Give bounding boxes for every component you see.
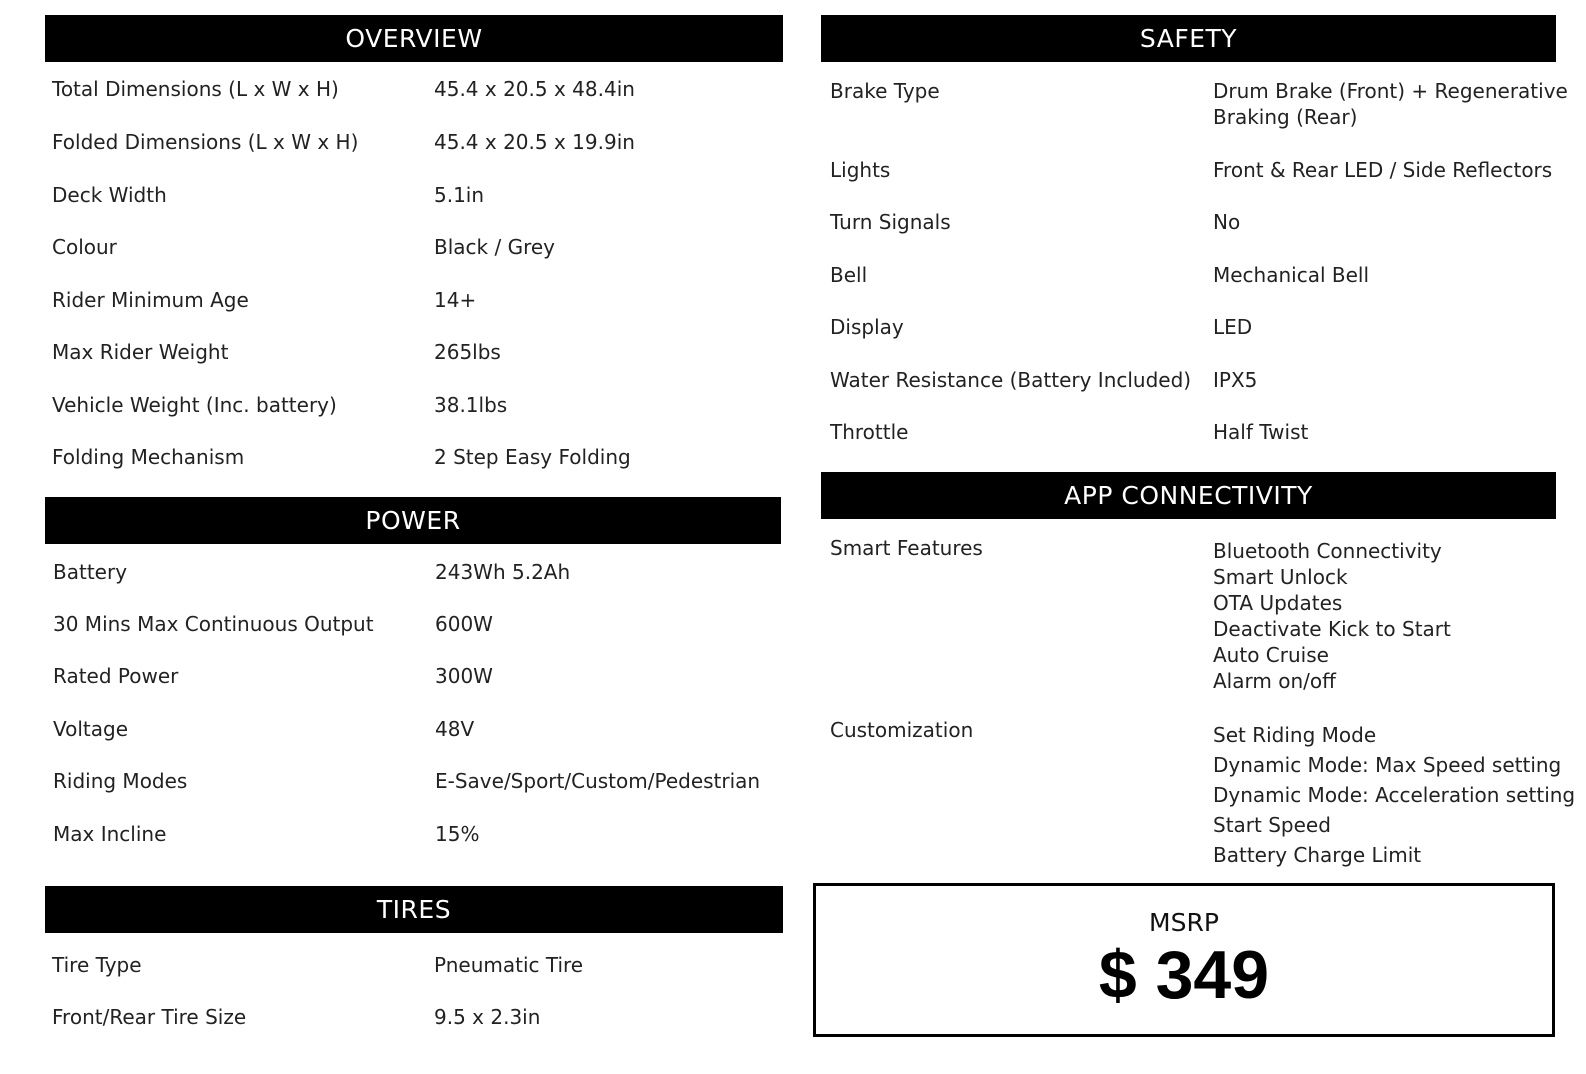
tires-value-tire-type: Pneumatic Tire (434, 953, 584, 977)
overview-label-rider-min-age: Rider Minimum Age (52, 288, 249, 312)
list-item: Start Speed (1213, 813, 1331, 837)
safety-label-display: Display (830, 315, 904, 339)
power-label-battery: Battery (53, 560, 128, 584)
power-label-rated-power: Rated Power (53, 664, 179, 688)
safety-value-brake-type: Drum Brake (Front) + Regenerative Braking (Rear) (1213, 79, 1568, 129)
safety-label-turn-signals: Turn Signals (830, 210, 951, 234)
power-header: POWER (45, 497, 781, 544)
list-item: Set Riding Mode (1213, 723, 1377, 747)
power-label-max-incline: Max Incline (53, 822, 167, 846)
msrp-price: $ 349 (1098, 937, 1270, 1013)
app-value-customization (1213, 720, 1575, 870)
app-label-customization: Customization (830, 718, 974, 742)
list-item: Smart Unlock (1213, 565, 1348, 589)
list-item: Auto Cruise (1213, 643, 1329, 667)
overview-label-vehicle-weight: Vehicle Weight (Inc. battery) (52, 393, 337, 417)
overview-header: OVERVIEW (45, 15, 783, 62)
list-item: Dynamic Mode: Acceleration setting (1213, 783, 1576, 807)
safety-label-bell: Bell (830, 263, 868, 287)
overview-value-total-dimensions: 45.4 x 20.5 x 48.4in (434, 77, 635, 101)
overview-value-colour: Black / Grey (434, 235, 555, 259)
power-value-riding-modes: E-Save/Sport/Custom/Pedestrian (435, 769, 761, 793)
power-value-max-incline: 15% (435, 822, 480, 846)
power-value-max-output: 600W (435, 612, 493, 636)
safety-label-lights: Lights (830, 158, 891, 182)
overview-value-folded-dimensions: 45.4 x 20.5 x 19.9in (434, 130, 635, 154)
overview-label-folded-dimensions: Folded Dimensions (L x W x H) (52, 130, 359, 154)
safety-label-brake-type: Brake Type (830, 79, 940, 103)
list-item: Alarm on/off (1213, 669, 1336, 693)
power-label-riding-modes: Riding Modes (53, 769, 188, 793)
tires-header: TIRES (45, 886, 783, 933)
list-item: Bluetooth Connectivity (1213, 539, 1442, 563)
safety-value-throttle: Half Twist (1213, 420, 1309, 444)
list-item: Dynamic Mode: Max Speed setting (1213, 753, 1562, 777)
app-value-smart-features (1213, 538, 1451, 694)
power-value-rated-power: 300W (435, 664, 493, 688)
power-value-battery: 243Wh 5.2Ah (435, 560, 571, 584)
tires-label-tire-size: Front/Rear Tire Size (52, 1005, 247, 1029)
list-item: Battery Charge Limit (1213, 843, 1422, 867)
app-label-smart-features: Smart Features (830, 536, 983, 560)
tires-label-tire-type: Tire Type (52, 953, 142, 977)
safety-value-water-resistance: IPX5 (1213, 368, 1258, 392)
msrp-label: MSRP (1149, 908, 1219, 937)
overview-label-folding-mechanism: Folding Mechanism (52, 445, 245, 469)
overview-label-deck-width: Deck Width (52, 183, 167, 207)
overview-label-colour: Colour (52, 235, 117, 259)
safety-value-bell: Mechanical Bell (1213, 263, 1370, 287)
overview-label-max-rider-weight: Max Rider Weight (52, 340, 229, 364)
list-item: Deactivate Kick to Start (1213, 617, 1451, 641)
safety-label-water-resistance: Water Resistance (Battery Included) (830, 368, 1192, 392)
safety-label-throttle: Throttle (830, 420, 909, 444)
overview-value-rider-min-age: 14+ (434, 288, 477, 312)
tires-value-tire-size: 9.5 x 2.3in (434, 1005, 541, 1029)
list-item: OTA Updates (1213, 591, 1343, 615)
overview-value-folding-mechanism: 2 Step Easy Folding (434, 445, 631, 469)
app-connectivity-header: APP CONNECTIVITY (821, 472, 1556, 519)
overview-label-total-dimensions: Total Dimensions (L x W x H) (52, 77, 339, 101)
power-label-max-output: 30 Mins Max Continuous Output (53, 612, 374, 636)
power-value-voltage: 48V (435, 717, 475, 741)
msrp-box (813, 883, 1555, 1037)
overview-value-deck-width: 5.1in (434, 183, 485, 207)
safety-value-display: LED (1213, 315, 1253, 339)
overview-value-max-rider-weight: 265lbs (434, 340, 501, 364)
safety-value-turn-signals: No (1213, 210, 1241, 234)
safety-header: SAFETY (821, 15, 1556, 62)
power-label-voltage: Voltage (53, 717, 129, 741)
safety-value-lights: Front & Rear LED / Side Reflectors (1213, 158, 1553, 182)
overview-value-vehicle-weight: 38.1lbs (434, 393, 508, 417)
